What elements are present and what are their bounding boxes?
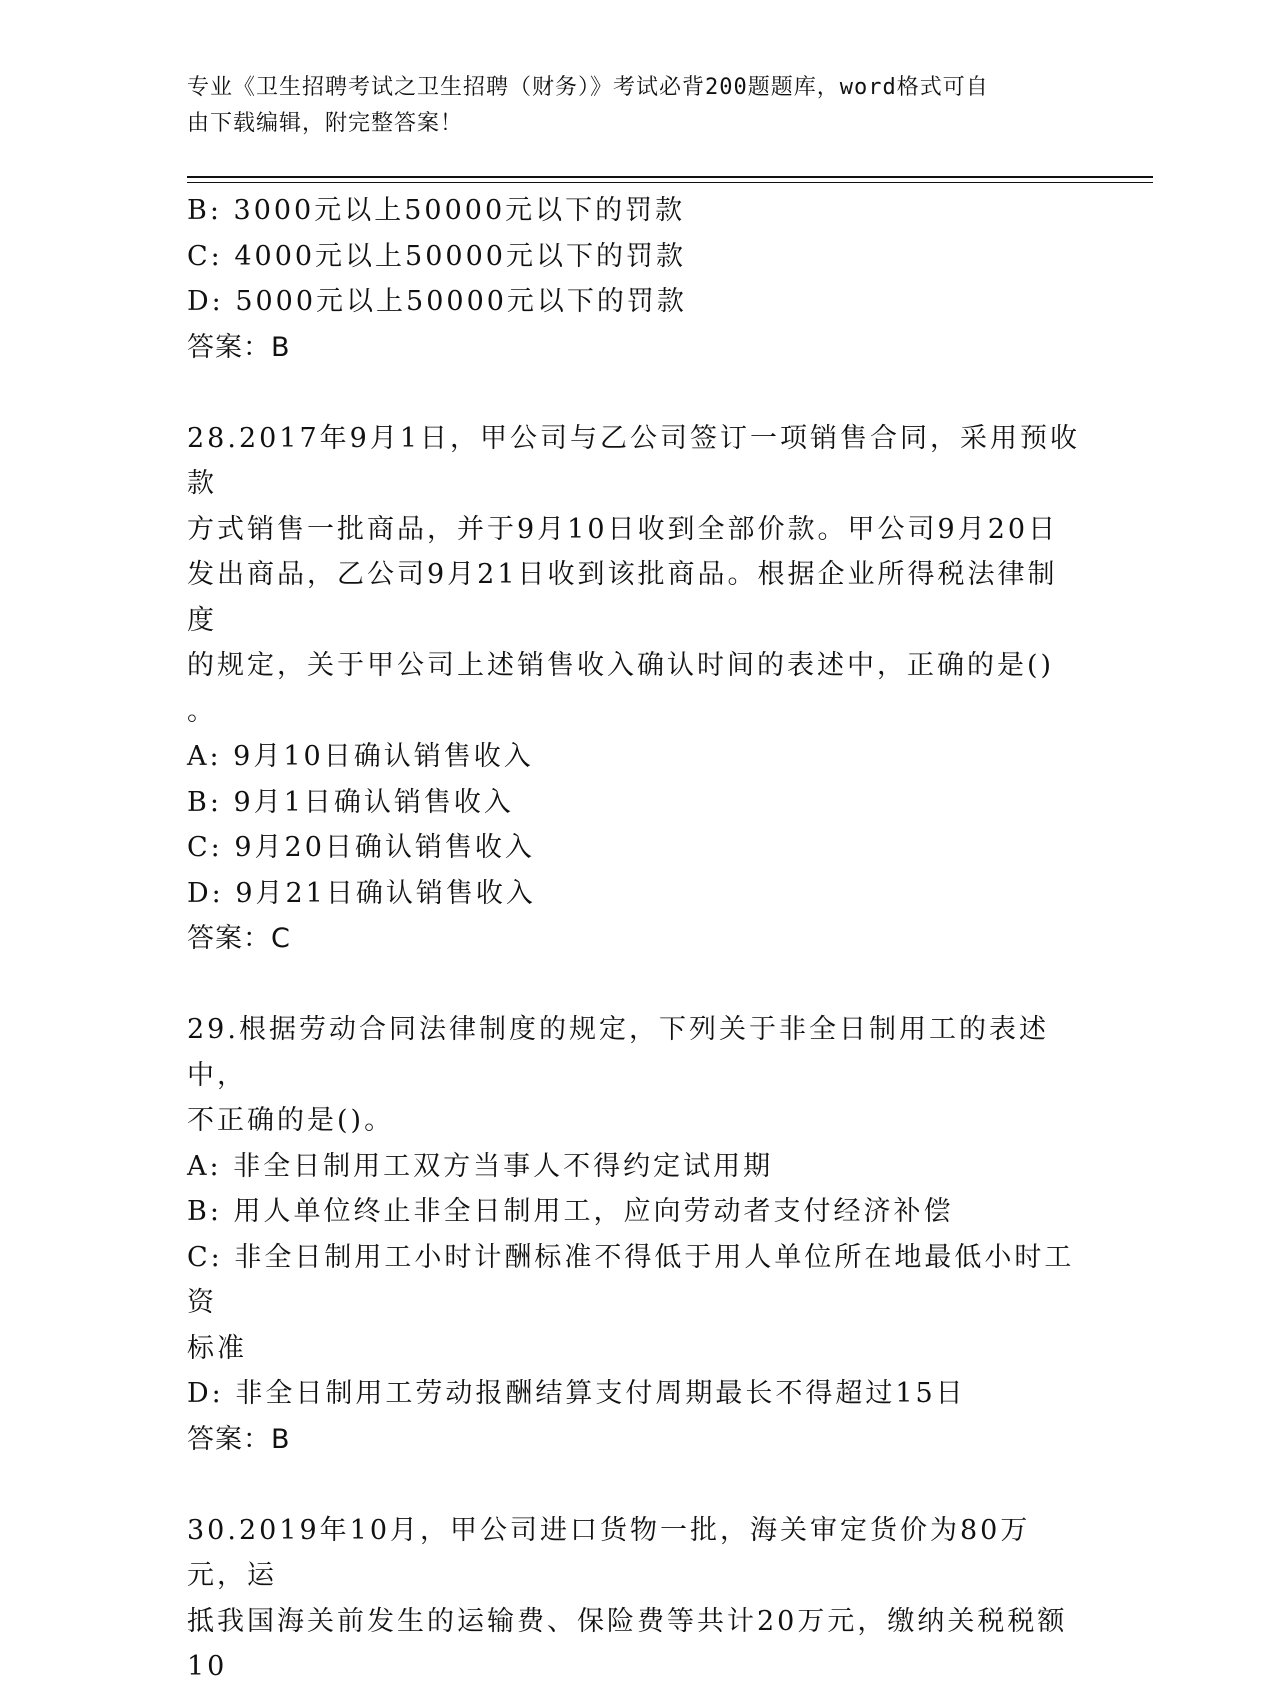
document-header bbox=[187, 70, 1087, 142]
option-a: A: 非全日制用工双方当事人不得约定试用期 bbox=[187, 1150, 774, 1182]
answer-line: 答案：B bbox=[187, 331, 291, 363]
question-stem-line: 不正确的是()。 bbox=[187, 1105, 395, 1136]
header-divider-thin bbox=[187, 182, 1153, 183]
question-stem-line: 抵我国海关前发生的运输费、保险费等共计20万元，缴纳关税税额10 bbox=[187, 1605, 1068, 1682]
question-stem-line: 方式销售一批商品，并于9月10日收到全部价款。甲公司9月20日 bbox=[187, 513, 1059, 545]
header-line-2: 由下载编辑，附完整答案！ bbox=[187, 111, 464, 136]
answer-line: 答案：B bbox=[187, 1423, 291, 1455]
question-stem-line: 29.根据劳动合同法律制度的规定，下列关于非全日制用工的表述中， bbox=[187, 1014, 1049, 1091]
option-d: D: 5000元以上50000元以下的罚款 bbox=[187, 286, 687, 317]
spacer bbox=[187, 962, 1087, 1008]
option-b: B: 用人单位终止非全日制用工，应向劳动者支付经济补偿 bbox=[187, 1196, 954, 1227]
option-c: C: 9月20日确认销售收入 bbox=[187, 832, 535, 863]
spacer bbox=[187, 1462, 1087, 1508]
option-c-continued: 标准 bbox=[187, 1332, 247, 1364]
document-body bbox=[187, 188, 1087, 1690]
question-28 bbox=[187, 416, 1087, 962]
answer-line: 答案：C bbox=[187, 923, 291, 954]
option-a: A: 9月10日确认销售收入 bbox=[187, 741, 534, 772]
spacer bbox=[187, 370, 1087, 416]
question-stem-line: 。 bbox=[187, 695, 217, 727]
question-stem-line: 发出商品，乙公司9月21日收到该批商品。根据企业所得税法律制度 bbox=[187, 559, 1058, 636]
question-30 bbox=[187, 1508, 1087, 1690]
option-d: D: 9月21日确认销售收入 bbox=[187, 877, 536, 909]
header-divider-thick bbox=[187, 176, 1153, 178]
header-line-1: 专业《卫生招聘考试之卫生招聘（财务）》考试必背200题题库，word格式可自 bbox=[187, 75, 989, 100]
option-b: B: 9月1日确认销售收入 bbox=[187, 786, 514, 818]
option-c: C: 非全日制用工小时计酬标准不得低于用人单位所在地最低小时工资 bbox=[187, 1241, 1075, 1318]
question-stem-line: 30.2019年10月，甲公司进口货物一批，海关审定货价为80万元，运 bbox=[187, 1514, 1031, 1591]
question-stem-line: 28.2017年9月1日，甲公司与乙公司签订一项销售合同，采用预收款 bbox=[187, 422, 1081, 499]
option-d: D: 非全日制用工劳动报酬结算支付周期最长不得超过15日 bbox=[187, 1378, 966, 1409]
option-b: B: 3000元以上50000元以下的罚款 bbox=[187, 195, 686, 226]
question-29 bbox=[187, 1007, 1087, 1462]
option-c: C: 4000元以上50000元以下的罚款 bbox=[187, 240, 686, 272]
question-27-continued bbox=[187, 188, 1087, 370]
question-stem-line: 的规定，关于甲公司上述销售收入确认时间的表述中，正确的是() bbox=[187, 650, 1055, 681]
